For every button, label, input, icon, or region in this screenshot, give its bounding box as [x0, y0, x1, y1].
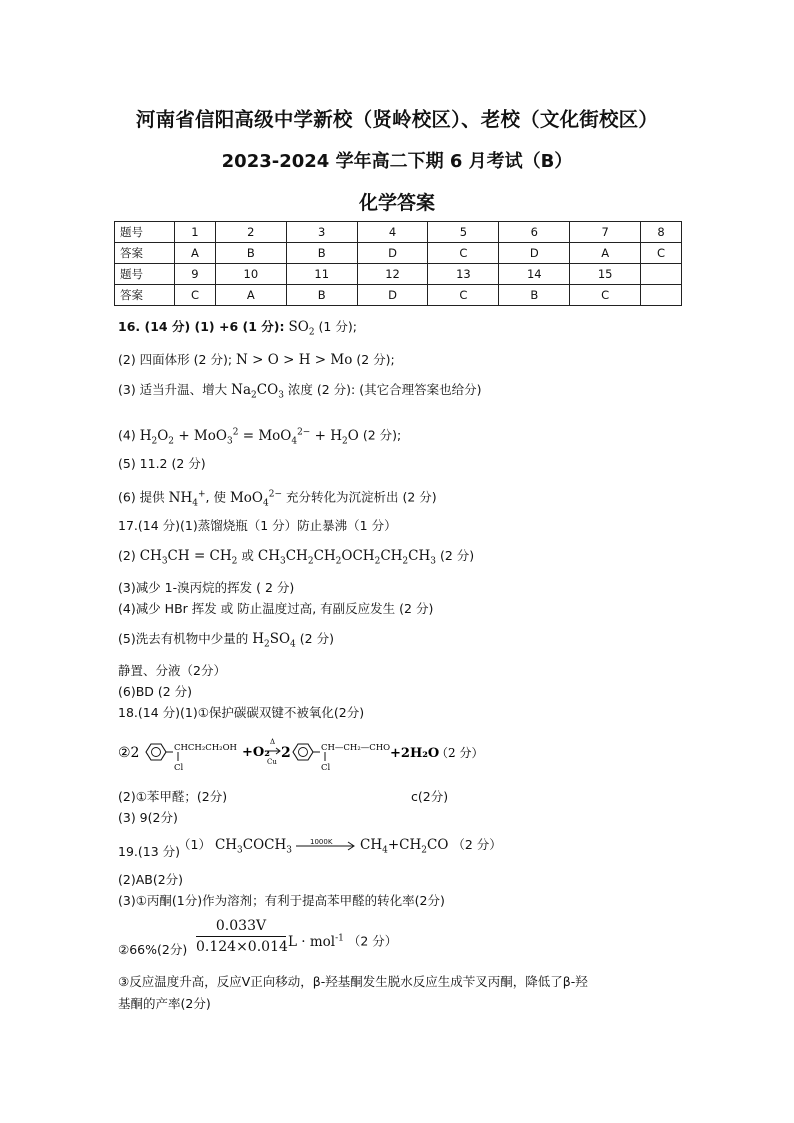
document-title-school: 河南省信阳高级中学新校（贤岭校区）、老校（文化街校区） — [135, 108, 659, 131]
table-row — [115, 243, 682, 264]
question-number: 8 — [641, 222, 682, 243]
q16-line-2: (2) 四面体形 (2 分); N > O > H > Mo (2 分); — [118, 352, 395, 368]
eq-chain-1: CHCH₂CH₂OH — [174, 743, 237, 753]
question-number: 3 — [286, 222, 357, 243]
q16-line-4: (4) $H_2O_2 + MoO_3^2 = MoO_4^{2-} + H_2O$ (2 分); — [118, 427, 402, 447]
q19-line-4: ②66%(2分) — [118, 942, 188, 957]
question-number: 11 — [286, 264, 357, 285]
q19-line-3: (3)①丙酮(1分)作为溶剂；有利于提高苯甲醛的转化率(2分) — [118, 893, 445, 908]
eq-chain-2: CH—CH₂—CHO — [321, 743, 391, 753]
q19-line-1: 19.(13 分) — [118, 844, 181, 859]
row-label: 答案 — [115, 243, 175, 264]
answer-cell: B — [215, 243, 286, 264]
question-number: 13 — [428, 264, 499, 285]
q16-line-1: 16. (14 分) (1) +6 (1 分): $SO_2$ (1 分); — [118, 319, 357, 338]
answer-cell: B — [286, 285, 357, 306]
fraction-denominator: 0.124×0.014 — [196, 939, 288, 955]
question-number: 5 — [428, 222, 499, 243]
answer-cell: A — [215, 285, 286, 306]
answer-cell: D — [499, 243, 570, 264]
q19-line-5: ③反应温度升高，反应Ⅴ正向移动，β-羟基酮发生脱水反应生成苄叉丙酮，降低了β-羟 — [118, 974, 588, 989]
q19-fraction — [196, 917, 286, 956]
q17-line-6: 静置、分液（2分） — [118, 663, 226, 678]
row-label: 题号 — [115, 264, 175, 285]
question-number: 10 — [215, 264, 286, 285]
q18-line-3b: c(2分) — [411, 789, 449, 804]
eq-water: +2H₂O — [390, 746, 440, 761]
answer-cell: C — [428, 285, 499, 306]
question-number: 4 — [357, 222, 428, 243]
document-title-exam: 2023-2024 学年高二下期 6 月考试（B） — [221, 151, 573, 172]
q18-line-3: (2)①苯甲醛；(2分) — [118, 789, 228, 804]
row-label: 答案 — [115, 285, 175, 306]
q19-line-6: 基酮的产率(2分) — [118, 996, 211, 1011]
document-title-subject: 化学答案 — [358, 192, 435, 214]
q17-line-4: (4)减少 HBr 挥发 或 防止温度过高, 有副反应发生 (2 分) — [118, 601, 434, 616]
q17-line-3: (3)减少 1-溴丙烷的挥发 ( 2 分) — [118, 580, 295, 595]
q17-line-7: (6)BD (2 分) — [118, 684, 193, 699]
question-number: 15 — [570, 264, 641, 285]
eq-catalyst: Cu — [267, 758, 277, 766]
q18-reaction-equation — [118, 732, 538, 774]
eq-heat: Δ — [270, 738, 276, 746]
question-number: 2 — [215, 222, 286, 243]
eq-coef: 2 — [281, 745, 291, 761]
question-number: 7 — [570, 222, 641, 243]
eq-oxygen: +O₂ — [242, 745, 270, 760]
q16-line-6: (6) 提供 $NH_4^+$, 使 MoO$_4^{2-}$ 充分转化为沉淀析出 (2 分) — [118, 489, 437, 509]
answer-cell: D — [357, 285, 428, 306]
q19-line-1-equation: （1） $CH_3COCH_3$ 1000K $CH_4+CH_2CO$ （2 分） — [178, 837, 502, 856]
question-number — [641, 264, 682, 285]
q18-line-4: (3) 9(2分) — [118, 810, 178, 825]
answer-cell: A — [175, 243, 216, 264]
answer-cell: C — [428, 243, 499, 264]
answer-cell: C — [641, 243, 682, 264]
question-number: 12 — [357, 264, 428, 285]
table-row — [115, 285, 682, 306]
answer-cell: A — [570, 243, 641, 264]
question-number: 1 — [175, 222, 216, 243]
reaction-arrow-icon: 1000K — [296, 839, 356, 853]
eq-score: （2 分） — [436, 746, 484, 760]
q19-line-4-unit: L · mol$^{-1}$ （2 分） — [288, 933, 398, 950]
table-row — [115, 222, 682, 243]
benzene-ring-icon — [146, 744, 166, 760]
q17-line-2: (2) $CH_3CH = CH_2$ 或 $CH_3CH_2CH_2OCH_2CH_2CH_3$ (2 分) — [118, 548, 475, 567]
q19-line-2: (2)AB(2分) — [118, 872, 184, 887]
answer-cell: B — [499, 285, 570, 306]
answer-table — [114, 221, 682, 306]
answer-cell: B — [286, 243, 357, 264]
q16-line-3: (3) 适当升温、增大 $Na_2CO_3$ 浓度 (2 分): (其它合理答案也给分) — [118, 382, 482, 401]
answer-cell: D — [357, 243, 428, 264]
question-number: 6 — [499, 222, 570, 243]
q18-line-1: 18.(14 分)(1)①保护碳碳双键不被氧化(2分) — [118, 705, 365, 720]
q17-line-5: (5)洗去有机物中少量的 $H_2SO_4$ (2 分) — [118, 631, 334, 650]
eq-cl-2: Cl — [321, 763, 331, 773]
table-row — [115, 264, 682, 285]
q16-line-5: (5) 11.2 (2 分) — [118, 456, 206, 471]
benzene-ring-icon — [293, 744, 313, 760]
question-number: 9 — [175, 264, 216, 285]
fraction-numerator: 0.033V — [215, 918, 267, 934]
answer-cell: C — [570, 285, 641, 306]
answer-cell: C — [175, 285, 216, 306]
row-label: 题号 — [115, 222, 175, 243]
eq-cl-1: Cl — [174, 763, 184, 773]
answer-cell — [641, 285, 682, 306]
eq-label: ②2 — [118, 745, 140, 761]
question-number: 14 — [499, 264, 570, 285]
q17-line-1: 17.(14 分)(1)蒸馏烧瓶（1 分）防止暴沸（1 分） — [118, 518, 397, 533]
